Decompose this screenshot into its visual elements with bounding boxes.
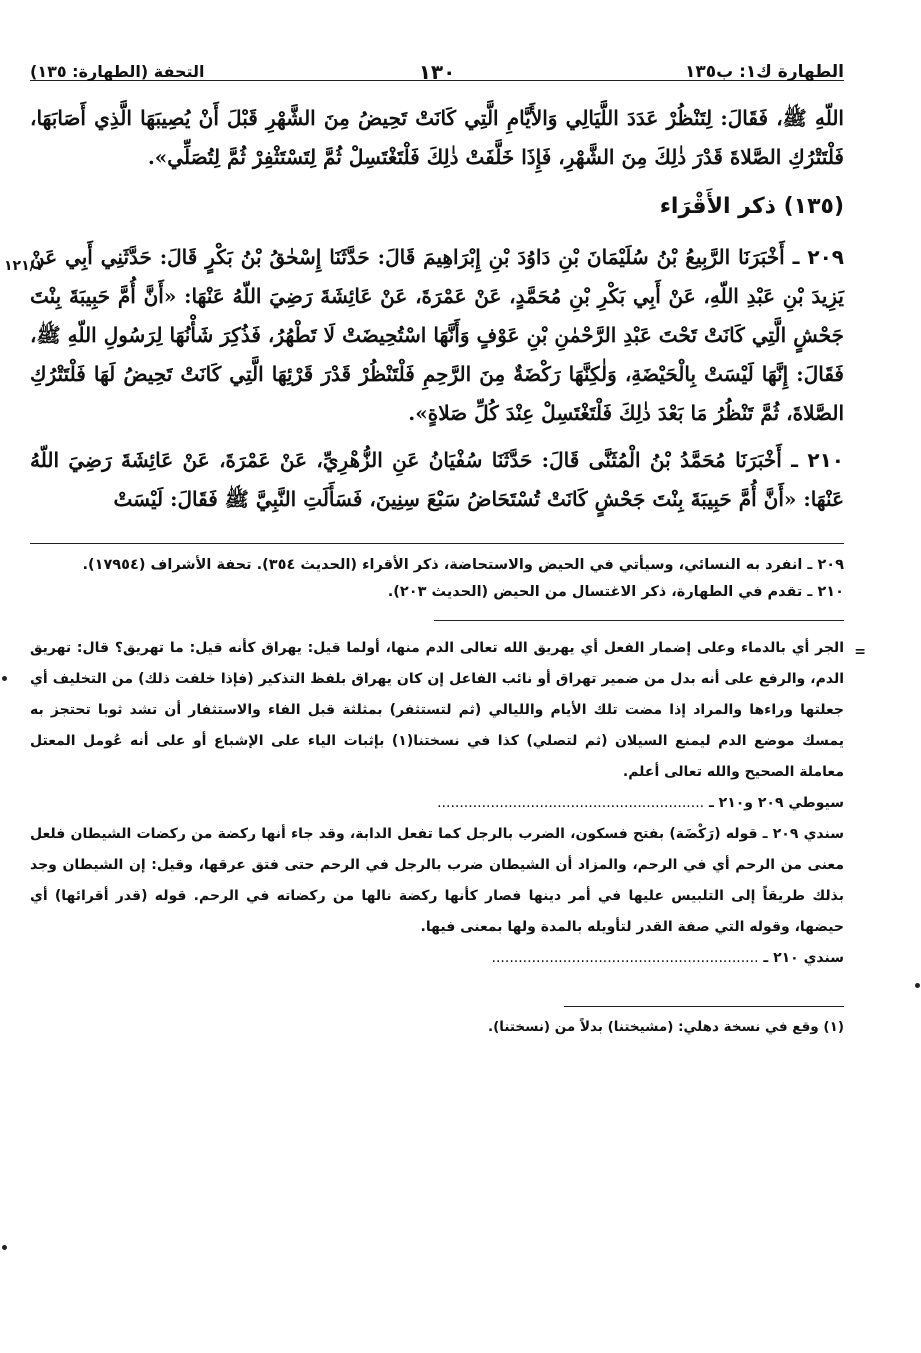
main-text: [4, 99, 844, 519]
hadith-209-number: ٢٠٩ ـ: [792, 245, 844, 269]
takhrij-notes: [30, 552, 844, 606]
footnote: (١) وقع في نسخة دهلي: (مشيختنا) بدلاً من (نسختنا).: [487, 1019, 844, 1035]
commentary-continued: الجر أي بالدماء وعلى إضمار الفعل أي يهريق الله تعالى الدم منها، أولما قيل: يهراق كأنه قيل: ما تهريق؟ قال: تهريق الدم، والرفع على أنه بدل من ضمير تهراق أو نائب الفاعل إن كان يهراق بلفظ التذكير (فإذا خلفت ذلك) من التخليف أي جعلتها وراءها والمراد إذا مضت تلك الأيام والليالي (ثم لتستثفر) بمثلثة قبل الفاء والاستثفار أن تشد ثوبا تحتجز به يمسك موضع الدم ليمنع السيلان (ثم لتصلي) كذا في نسختنا(١) بإثبات الياء على الإشباع أو على أنه عُومل المعتل معاملة الصحيح والله تعالى أعلم.: [30, 640, 844, 780]
leader-dots: ............................................................: [437, 795, 705, 811]
scan-mark: [915, 983, 920, 988]
hadith-209-text: أَخْبَرَنَا الرَّبِيعُ بْنُ سُلَيْمَانَ بْنِ دَاوُدَ بْنِ إِبْرَاهِيمَ قَالَ: حَدَّثَنَا إِسْحٰقُ بْنُ بَكْرٍ قَالَ: حَدَّثَنِي أَبِي عَنْ يَزِيدَ بْنِ عَبْدِ اللّهِ، عَنْ أَبِي بَكْرِ بْنِ مُحَمَّدٍ، عَنْ عَمْرَةَ، عَنْ عَائِشَةَ رَضِيَ اللّهُ عَنْهَا: «أَنَّ أُمَّ حَبِيبَةَ بِنْتَ جَحْشٍ الَّتِي كَانَتْ تَحْتَ عَبْدِ الرَّحْمٰنِ بْنِ عَوْفٍ وَأَنَّهَا اسْتُحِيضَتْ لَا تَطْهُرُ، فَذُكِرَ شَأْنُهَا لِرَسُولِ اللّهِ ﷺ، فَقَالَ: إِنَّهَا لَيْسَتْ بِالْحَيْضَةِ، وَلٰكِنَّهَا رَكْضَةٌ مِنَ الرَّحِمِ فَلْتَنْظُرْ قَدْرَ قَرْئِهَا الَّتِي كَانَتْ تَحِيضُ لَهَا فَلْتَتْرُكِ الصَّلاةَ، ثُمَّ تَنْظُرُ مَا بَعْدَ ذٰلِكَ فَلْتَغْتَسِلْ عِنْدَ كُلِّ صَلاةٍ».: [30, 245, 844, 425]
note-210: ٢١٠ ـ تقدم في الطهارة، ذكر الاغتسال من الحيض (الحديث ٢٠٣).: [387, 584, 844, 600]
margin-reference: ١٢١/١: [4, 258, 44, 274]
running-header: [30, 40, 844, 84]
suyuti-label: سيوطي ٢٠٩ و٢١٠ ـ: [708, 795, 844, 811]
page: [4, 40, 866, 1035]
notes-divider: [30, 543, 844, 544]
hadith-210-text: أَخْبَرَنَا مُحَمَّدُ بْنُ الْمُثَنَّى قَالَ: حَدَّثَنَا سُفْيَانُ عَنِ الزُّهْرِيِّ، عَنْ عَمْرَةَ، عَنْ عَائِشَةَ رَضِيَ اللّهُ عَنْهَا: «أَنَّ أُمَّ حَبِيبَةَ بِنْتَ جَحْشٍ كَانَتْ تُسْتَحَاضُ سَبْعَ سِنِينَ، فَسَأَلَتِ النَّبِيَّ ﷺ فَقَالَ: لَيْسَتْ: [30, 448, 844, 511]
sindi-210-heading: [30, 943, 844, 974]
continuation-mark: =: [854, 644, 866, 660]
sindi-209: [30, 819, 844, 943]
page-number: ١٣٠: [418, 60, 456, 84]
commentary: [30, 633, 866, 974]
sindi-210-label: سندي ٢١٠ ـ: [763, 950, 844, 966]
leader-dots: ............................................................: [491, 950, 759, 966]
footnote-divider: [564, 1006, 844, 1007]
note-209: ٢٠٩ ـ انفرد به النسائي، وسيأتي في الحيض والاستحاضة، ذكر الأقراء (الحديث ٣٥٤). تحفة الأشراف (١٧٩٥٤).: [82, 557, 844, 573]
hadith-210: [30, 441, 844, 519]
sindi-209-text: قوله (رَكْضَة) بفتح فسكون، الضرب بالرجل كما تفعل الدابة، وقد جاء أنها ركضة من ركضات الشيطان فلعل معنى من الرحم أي في الرحم، والمزاد أن الشيطان ضرب بالرجل في الرحم حتى فتق عرقها، وقيل: إن الشيطان وجد بذلك طريقاً إلى التلبيس عليها في أمر دينها فصار كأنها ركضة نالها من ركضاته في الرحم. قوله (قدر أقرائها) أي حيضها، وقوله التي صفة القدر لتأويله بالمدة ولها بمعنى فيها.: [30, 826, 844, 935]
chapter-title: (١٣٥) ذكر الأَقْرَاء: [659, 194, 844, 219]
suyuti-heading: [30, 788, 844, 819]
scan-mark: [2, 1245, 7, 1250]
header-section-ref: الطهارة ك١: ب١٣٥: [684, 62, 844, 82]
intro-paragraph: اللّهِ ﷺ، فَقَالَ: لِتَنْظُرْ عَدَدَ اللَّيَالِي وَالأَيَّامِ الَّتِي كَانَتْ تَحِيضُ مِنَ الشَّهْرِ قَبْلَ أَنْ يُصِيبَهَا الَّذِي أَصَابَهَا، فَلْتَتْرُكِ الصَّلاةَ قَدْرَ ذٰلِكَ مِنَ الشَّهْرِ، فَإِذَا خَلَّفَتْ ذٰلِكَ فَلْتَغْتَسِلْ ثُمَّ لِتَسْتَثْفِرْ ثُمَّ لِتُصَلِّي».: [30, 106, 844, 169]
hadith-209: [30, 238, 844, 433]
sindi-209-label: سندي ٢٠٩ ـ: [762, 826, 844, 842]
hadith-210-number: ٢١٠ ـ: [791, 448, 844, 472]
header-tuhfa-ref: التحفة (الطهارة: ١٣٥): [30, 62, 205, 81]
scan-mark: [2, 676, 7, 681]
sharh-divider: [434, 620, 844, 621]
